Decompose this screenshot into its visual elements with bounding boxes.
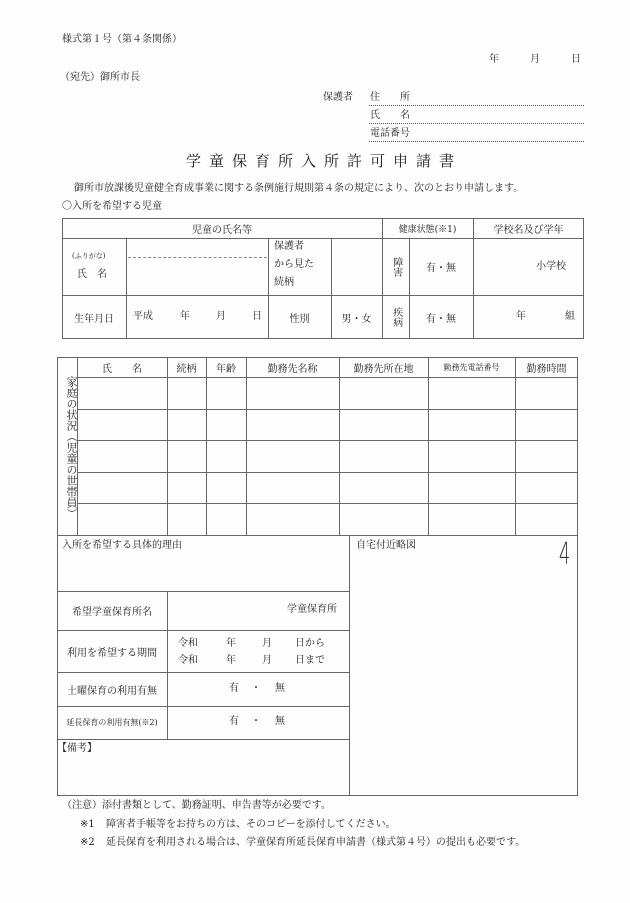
saturday-no[interactable]: 無 — [275, 683, 285, 694]
family-side-label: 家庭の状況（児童の世帯員） — [65, 376, 78, 519]
form-number: 様式第１号（第４条関係） — [62, 34, 182, 45]
saturday-label: 土曜保育の利用有無 — [67, 685, 157, 697]
date-day: 日 — [571, 54, 581, 65]
school-suffix: 小学校 — [536, 261, 566, 272]
guardian-name-label: 氏 名 — [370, 110, 410, 121]
map-mark: 4 — [558, 537, 571, 572]
col-name: 氏 名 — [102, 363, 142, 375]
period-to-year: 年 — [226, 655, 236, 666]
birth-day: 日 — [252, 311, 262, 322]
col-employer: 勤務先名称 — [267, 363, 318, 375]
disability-yes-no[interactable]: 有・無 — [426, 263, 456, 274]
child-name-label: 氏 名 — [77, 269, 107, 280]
school-header: 学校名及び学年 — [493, 224, 564, 236]
furigana-input[interactable] — [127, 239, 267, 256]
birth-era: 平成 — [133, 311, 153, 322]
child-name-header: 児童の氏名等 — [192, 224, 252, 236]
sex-options[interactable]: 男・女 — [341, 313, 372, 325]
guardian-label: 保護者 — [323, 92, 353, 103]
sex-label: 性別 — [289, 313, 310, 325]
period-label: 利用を希望する期間 — [67, 647, 157, 659]
note2-mark: ※2 — [80, 837, 95, 848]
relation-label-2: から見た — [274, 259, 314, 270]
family-row[interactable] — [78, 410, 577, 440]
grade-label: 年 — [516, 311, 526, 322]
col-employer-phone: 勤務先電話番号 — [443, 362, 500, 372]
relation-label-3: 続柄 — [274, 277, 294, 288]
saturday-yes[interactable]: 有 — [229, 683, 239, 694]
page-title: 学童保育所入所許可申請書 — [186, 152, 463, 170]
family-row[interactable] — [78, 504, 577, 535]
guardian-address-label: 住 所 — [370, 92, 410, 103]
period-to-day: 日まで — [295, 655, 325, 666]
birth-month: 月 — [216, 311, 226, 322]
addressee: （宛先）御所市長 — [60, 72, 140, 83]
extended-no[interactable]: 無 — [275, 716, 285, 727]
saturday-dot: ・ — [251, 683, 261, 694]
extended-label: 延長保育の利用有無(※2) — [66, 718, 158, 727]
family-row[interactable] — [78, 441, 577, 472]
extended-dot: ・ — [251, 716, 261, 727]
date-month: 月 — [530, 54, 540, 65]
reason-input[interactable] — [58, 556, 348, 590]
map-area[interactable] — [350, 560, 577, 795]
map-label: 自宅付近略図 — [356, 540, 416, 551]
period-from-era: 令和 — [178, 638, 198, 649]
relation-input[interactable] — [332, 239, 381, 294]
period-to-era: 令和 — [178, 655, 198, 666]
period-to-month: 月 — [262, 655, 272, 666]
extended-yes[interactable]: 有 — [229, 716, 239, 727]
guardian-name-field[interactable] — [369, 123, 584, 124]
facility-input[interactable] — [168, 592, 283, 629]
remarks-input[interactable] — [58, 758, 348, 795]
note1-text: 障害者手帳等をお持ちの方は、そのコピーを添付してください。 — [106, 819, 396, 830]
family-row[interactable] — [78, 473, 577, 503]
facility-suffix: 学童保育所 — [287, 604, 337, 615]
furigana-label: (ふりがな) — [72, 252, 106, 260]
col-work-hours: 勤務時間 — [526, 363, 567, 375]
health-header: 健康状態(※1) — [398, 224, 457, 235]
note2-text: 延長保育を利用される場合は、学童保育所延長保育申請書（様式第４号）の提出も必要です。 — [106, 837, 526, 848]
child-section-heading: 〇入所を希望する児童 — [62, 201, 162, 212]
class-label: 組 — [565, 311, 575, 322]
reason-label: 入所を希望する具体的理由 — [62, 540, 182, 551]
illness-label: 疾病 — [390, 307, 402, 327]
col-relation: 続柄 — [176, 363, 197, 375]
illness-yes-no[interactable]: 有・無 — [426, 313, 456, 325]
intro-text: 御所市放課後児童健全育成事業に関する条例施行規則第４条の規定により、次のとおり申請します。 — [74, 183, 524, 194]
guardian-phone-label: 電話番号 — [370, 128, 410, 139]
family-row[interactable] — [78, 378, 577, 409]
note-main: （注意）添付書類として、勤務証明、申告書等が必要です。 — [62, 800, 331, 811]
guardian-phone-field[interactable] — [369, 141, 584, 142]
period-from-day: 日から — [295, 638, 325, 649]
facility-label: 希望学童保育所名 — [72, 607, 152, 618]
col-age: 年齢 — [216, 363, 236, 375]
guardian-address-field[interactable] — [369, 105, 584, 106]
birth-year: 年 — [180, 311, 190, 322]
remarks-label: 【備考】 — [57, 743, 97, 754]
relation-label-1: 保護者 — [274, 241, 304, 252]
date-year: 年 — [489, 54, 499, 65]
child-name-input[interactable] — [127, 258, 267, 294]
disability-label: 障害 — [390, 256, 402, 277]
period-from-month: 月 — [262, 638, 272, 649]
period-from-year: 年 — [226, 638, 236, 649]
note1-mark: ※1 — [80, 819, 95, 830]
col-employer-address: 勤務先所在地 — [353, 363, 414, 375]
birth-label: 生年月日 — [74, 313, 114, 325]
